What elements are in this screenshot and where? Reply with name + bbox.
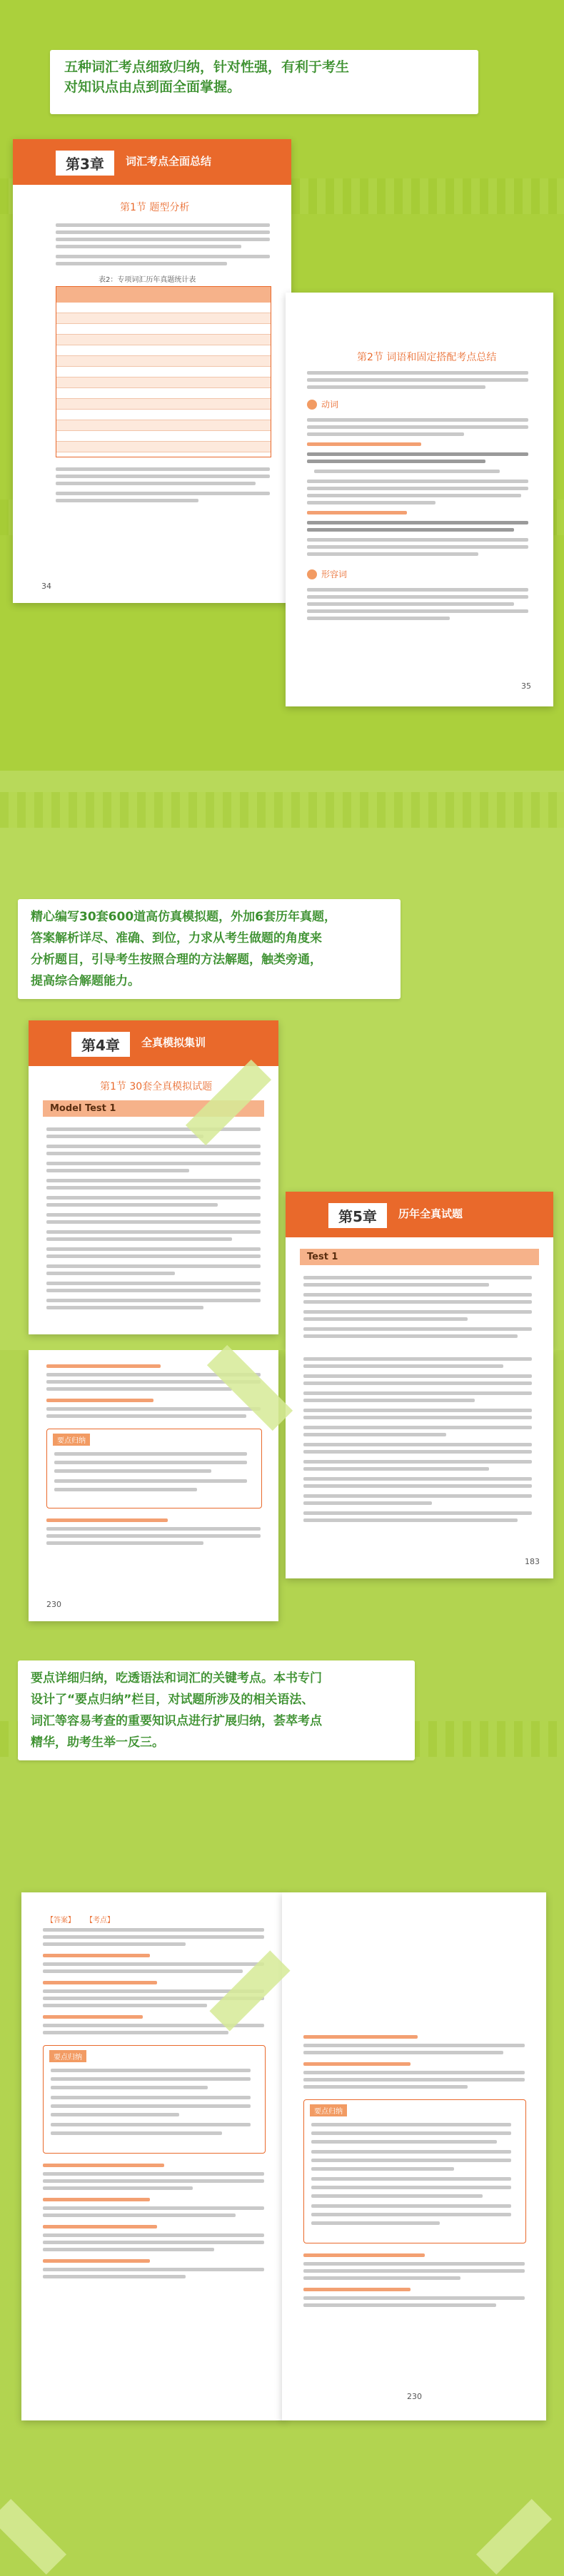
text-line (303, 2062, 411, 2066)
text-line (46, 1541, 203, 1545)
chapter4-page (29, 1020, 278, 1334)
text-line (307, 418, 528, 422)
text-line (54, 1461, 247, 1464)
text-line (43, 2015, 143, 2019)
promo-line: 要点详细归纳，吃透语法和词汇的关键考点。本书专门 (31, 1671, 322, 1685)
text-line (303, 1300, 532, 1304)
text-line (56, 245, 241, 248)
text-line (307, 528, 514, 532)
answer-label: 【答案】 (46, 1917, 75, 1925)
page-number: 230 (46, 1600, 61, 1609)
text-line (46, 1127, 261, 1131)
text-line (303, 2071, 525, 2074)
promo-banner-2 (18, 899, 401, 999)
text-line (46, 1527, 261, 1531)
text-line (303, 1494, 532, 1498)
text-line (46, 1169, 189, 1172)
promo-line: 答案解析详尽、准确、到位，力求从考生做题的角度来 (31, 931, 322, 945)
section-title: 第1节 题型分析 (120, 202, 190, 213)
text-line (314, 470, 500, 473)
text-line (303, 2296, 525, 2300)
text-line (307, 602, 514, 606)
text-line (46, 1135, 203, 1138)
text-line (303, 1409, 532, 1412)
summary-box-tag: 要点归纳 (310, 2104, 347, 2116)
text-line (311, 2123, 511, 2126)
text-line (307, 432, 464, 436)
text-line (51, 2131, 222, 2135)
text-line (303, 1426, 532, 1429)
text-line (46, 1289, 261, 1292)
text-line (307, 552, 478, 556)
text-line (303, 1310, 532, 1314)
page-number: 35 (521, 681, 531, 691)
text-line (46, 1230, 261, 1234)
text-line (311, 2140, 497, 2144)
text-line (43, 2004, 207, 2007)
text-line (43, 2206, 264, 2210)
summary-box (43, 2045, 266, 2154)
text-line (43, 1969, 243, 1973)
text-line (307, 501, 435, 504)
table-caption: 表2：专项词汇历年真题统计表 (99, 276, 196, 284)
text-line (46, 1518, 168, 1522)
text-line (46, 1272, 175, 1275)
text-line (311, 2177, 511, 2181)
answers-left-page (21, 1892, 286, 2420)
text-line (307, 511, 407, 514)
text-line (43, 2241, 264, 2244)
text-line (46, 1186, 261, 1190)
section-title: 第1节 30套全真模拟试题 (100, 1081, 213, 1092)
text-line (43, 2031, 228, 2034)
text-line (303, 1443, 532, 1446)
text-line (303, 2078, 525, 2081)
text-line (46, 1264, 261, 1268)
text-line (303, 1293, 532, 1297)
text-line (303, 2269, 525, 2273)
text-line (51, 2077, 251, 2081)
text-line (303, 1484, 532, 1488)
subsection-title: 动词 (321, 400, 339, 410)
text-line (307, 545, 528, 549)
text-line (303, 1374, 532, 1378)
text-line (46, 1237, 232, 1241)
table-header (56, 287, 271, 303)
text-line (46, 1203, 218, 1207)
text-line (56, 262, 227, 265)
chapter-title: 全真模拟集训 (141, 1036, 206, 1049)
text-line (43, 2179, 264, 2183)
promo-banner-3 (18, 1660, 415, 1760)
text-line (303, 2044, 525, 2047)
text-line (307, 538, 528, 542)
text-line (311, 2194, 483, 2198)
text-line (307, 521, 528, 524)
text-line (43, 2268, 264, 2271)
text-line (43, 2248, 214, 2251)
promo-line: 精心编写30套600道高仿真模拟题，外加6套历年真题， (31, 910, 336, 924)
band-model-tests (0, 771, 564, 1350)
promo-line: 精华，助考生举一反三。 (31, 1735, 164, 1750)
text-line (54, 1488, 197, 1491)
chapter3-right-page (286, 293, 553, 706)
text-line (43, 2198, 150, 2201)
text-line (303, 2288, 411, 2291)
text-line (303, 1381, 532, 1385)
summary-box (303, 2099, 526, 2243)
text-line (56, 475, 270, 478)
text-line (46, 1306, 203, 1309)
stripe-pattern (0, 792, 564, 828)
text-line (54, 1469, 211, 1473)
number-badge (307, 569, 317, 579)
text-line (303, 1501, 432, 1505)
text-line (307, 460, 485, 463)
text-line (46, 1220, 261, 1224)
text-line (303, 1433, 446, 1436)
number-badge (307, 400, 317, 410)
text-line (54, 1452, 247, 1456)
text-line (303, 1276, 532, 1279)
text-line (303, 2051, 503, 2054)
text-line (303, 1357, 532, 1361)
text-line (56, 238, 270, 241)
text-line (43, 1935, 264, 1939)
summary-box-tag: 要点归纳 (53, 1434, 90, 1446)
text-line (311, 2131, 511, 2135)
chapter-number: 第5章 (328, 1203, 387, 1228)
text-line (303, 2262, 525, 2266)
text-line (303, 2276, 460, 2280)
text-line (43, 2259, 150, 2263)
text-line (307, 609, 528, 613)
text-line (43, 1942, 186, 1946)
stats-table (56, 286, 271, 457)
text-line (51, 2069, 251, 2072)
text-line (51, 2086, 208, 2089)
text-line (307, 378, 528, 382)
text-line (307, 494, 521, 497)
page-number: 34 (41, 582, 51, 591)
text-line (303, 1327, 532, 1331)
promo-line: 分析题目，引导考生按照合理的方法解题，触类旁通， (31, 953, 322, 967)
text-line (311, 2159, 511, 2162)
text-line (46, 1534, 261, 1538)
text-line (56, 223, 270, 227)
band-vocabulary (0, 0, 564, 771)
text-line (303, 1416, 532, 1419)
text-line (43, 2225, 157, 2228)
text-line (43, 1981, 157, 1984)
model-test-tag: Model Test 1 (43, 1100, 264, 1117)
text-line (43, 2275, 186, 2278)
text-line (56, 482, 256, 485)
text-line (307, 617, 450, 620)
text-line (311, 2213, 511, 2216)
text-line (51, 2104, 251, 2108)
text-line (51, 2096, 251, 2099)
text-line (303, 2035, 418, 2039)
text-line (307, 595, 528, 599)
text-line (46, 1364, 161, 1368)
text-line (307, 452, 528, 456)
text-line (303, 2253, 425, 2257)
text-line (46, 1387, 232, 1391)
text-line (303, 1283, 489, 1287)
text-line (303, 2303, 496, 2307)
text-line (311, 2204, 511, 2208)
promo-line: 设计了“要点归纳”栏目，对试题所涉及的相关语法、 (31, 1693, 314, 1707)
promo-line: 五种词汇考点细致归纳，针对性强，有利于考生 (64, 59, 350, 75)
text-line (311, 2186, 511, 2189)
text-line (46, 1213, 261, 1217)
page-number: 230 (407, 2392, 422, 2401)
text-line (43, 1954, 150, 1957)
text-line (303, 1467, 489, 1471)
text-line (303, 1460, 532, 1464)
text-line (43, 2186, 193, 2190)
text-line (46, 1282, 261, 1285)
text-line (307, 371, 528, 375)
text-line (56, 467, 270, 471)
text-line (46, 1414, 246, 1418)
text-line (303, 1334, 518, 1338)
text-line (46, 1145, 261, 1148)
text-line (43, 2233, 264, 2237)
text-line (303, 1477, 532, 1481)
chapter3-left-page (13, 139, 291, 603)
chapter-number: 第4章 (71, 1032, 130, 1057)
text-line (303, 1518, 518, 1522)
text-line (307, 425, 528, 429)
text-line (43, 2164, 164, 2167)
text-line (56, 230, 270, 234)
text-line (303, 1511, 532, 1515)
text-line (54, 1479, 247, 1483)
text-line (303, 1450, 532, 1454)
text-line (56, 255, 270, 258)
text-line (311, 2150, 511, 2154)
text-line (307, 480, 528, 483)
text-line (46, 1254, 261, 1258)
text-line (46, 1162, 261, 1165)
text-line (46, 1399, 153, 1402)
text-line (56, 492, 270, 495)
chapter5-page (286, 1192, 553, 1350)
promo-banner-1 (50, 50, 478, 114)
text-line (51, 2113, 179, 2116)
text-line (311, 2221, 440, 2225)
text-line (43, 1928, 264, 1932)
text-line (43, 1962, 264, 1966)
chapter-header (29, 1020, 278, 1066)
text-line (46, 1299, 261, 1302)
subsection-title: 形容词 (321, 569, 348, 579)
text-line (303, 1399, 475, 1402)
page-number: 183 (525, 1557, 540, 1566)
text-line (303, 2085, 468, 2089)
text-line (311, 2167, 454, 2171)
promo-line: 对知识点由点到面全面掌握。 (64, 79, 241, 95)
text-line (307, 385, 485, 389)
text-line (46, 1247, 261, 1251)
text-line (46, 1179, 261, 1182)
promo-line: 词汇等容易考查的重要知识点进行扩展归纳，荟萃考点 (31, 1714, 322, 1728)
text-line (51, 2123, 251, 2126)
topic-label: 【考点】 (86, 1917, 114, 1925)
text-line (46, 1152, 261, 1155)
text-line (56, 499, 198, 502)
chapter-title: 历年全真试题 (398, 1207, 463, 1220)
text-line (303, 1317, 468, 1321)
section-title: 第2节 词语和固定搭配考点总结 (357, 352, 497, 363)
answers-right-page (282, 1892, 546, 2420)
chapter-title: 词汇考点全面总结 (126, 155, 212, 168)
chapter-number: 第3章 (56, 151, 114, 176)
chapter-header (13, 139, 291, 185)
chapter-header (286, 1192, 553, 1237)
text-line (303, 1364, 503, 1368)
text-line (307, 487, 528, 490)
text-line (43, 2172, 264, 2176)
text-line (43, 2214, 236, 2217)
summary-box (46, 1429, 262, 1508)
summary-box-tag: 要点归纳 (49, 2050, 86, 2062)
text-line (46, 1196, 261, 1200)
test-tag: Test 1 (300, 1249, 539, 1265)
promo-line: 提高综合解题能力。 (31, 974, 140, 988)
text-line (307, 588, 528, 592)
text-line (46, 1407, 261, 1411)
text-line (303, 1391, 532, 1395)
chapter5-questions-page (286, 1350, 553, 1578)
text-line (307, 442, 421, 446)
